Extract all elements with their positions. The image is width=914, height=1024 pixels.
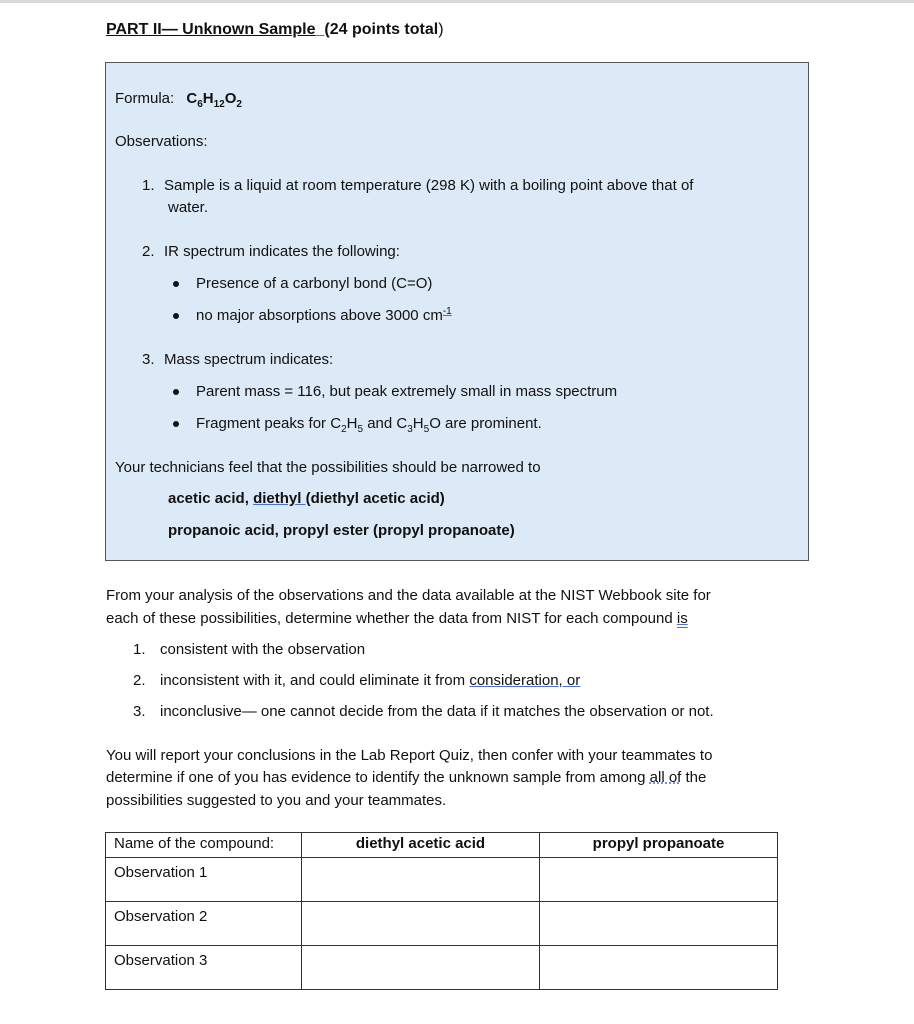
cell-obs1-propyl[interactable] [540,858,778,902]
obs3-bullet1: Parent mass = 116, but peak extremely small in mass spectrum [196,383,618,400]
obs3-number: 3. [142,351,155,368]
cell-obs2-diethyl[interactable] [302,902,540,946]
formula-line [115,90,242,110]
item3-number: 3. [133,703,146,720]
table-row [106,858,778,902]
row-label-observation-3: Observation 3 [106,946,302,990]
item2-text: inconsistent with it, and could eliminate it from consideration, or [160,672,581,689]
obs1-text: Sample is a liquid at room temperature (298 K) with a boiling point above that of [164,177,694,194]
section-title: PART II— Unknown Sample (24 points total) [106,21,444,38]
table-row [106,902,778,946]
bullet-icon [173,313,179,319]
report-line1: You will report your conclusions in the Lab Report Quiz, then confer with your teammates to [106,747,713,764]
top-border [0,0,914,3]
header-name-label: Name of the compound: [106,833,302,858]
obs3-text: Mass spectrum indicates: [164,351,334,368]
sample-info-box [105,62,809,561]
cell-obs2-propyl[interactable] [540,902,778,946]
obs2-text: IR spectrum indicates the following: [164,243,400,260]
possibility-2: propanoic acid, propyl ester (propyl propanoate) [168,522,515,539]
observations-label: Observations: [115,133,208,150]
technicians-text: Your technicians feel that the possibilities should be narrowed to [115,459,541,476]
item2-number: 2. [133,672,146,689]
obs2-number: 2. [142,243,155,260]
bullet-icon [173,421,179,427]
item3-text: inconclusive— one cannot decide from the data if it matches the observation or not. [160,703,714,720]
obs2-bullet2: no major absorptions above 3000 $cm^{-1}$ [196,306,452,324]
obs1-number: 1. [142,177,155,194]
bullet-icon [173,389,179,395]
formula-label: Formula: [115,90,175,107]
row-label-observation-2: Observation 2 [106,902,302,946]
header-diethyl-acetic-acid: diethyl acetic acid [302,833,540,858]
row-label-observation-1: Observation 1 [106,858,302,902]
report-line3: possibilities suggested to you and your teammates. [106,792,447,809]
obs1-text-cont: water. [168,199,209,216]
header-propyl-propanoate: propyl propanoate [540,833,778,858]
formula-value: $C_6H_{12}O_2$ [186,90,242,110]
cell-obs3-propyl[interactable] [540,946,778,990]
observation-table [105,832,778,990]
analysis-line1: From your analysis of the observations and the data available at the NIST Webbook site for [106,587,711,604]
analysis-line2: each of these possibilities, determine whether the data from NIST for each compound is [106,610,688,627]
bullet-icon [173,281,179,287]
cell-obs3-diethyl[interactable] [302,946,540,990]
report-line2: determine if one of you has evidence to identify the unknown sample from among all of the [106,769,707,786]
table-header-row [106,833,778,858]
item1-number: 1. [133,641,146,658]
obs2-bullet1: Presence of a carbonyl bond (C=O) [196,275,433,292]
table-row [106,946,778,990]
obs3-bullet2: Fragment peaks for $C_2H_5$ and $C_3H_5O$ are prominent. [196,415,542,435]
cell-obs1-diethyl[interactable] [302,858,540,902]
possibility-1: acetic acid, diethyl (diethyl acetic acid) [168,490,445,507]
item1-text: consistent with the observation [160,641,366,658]
